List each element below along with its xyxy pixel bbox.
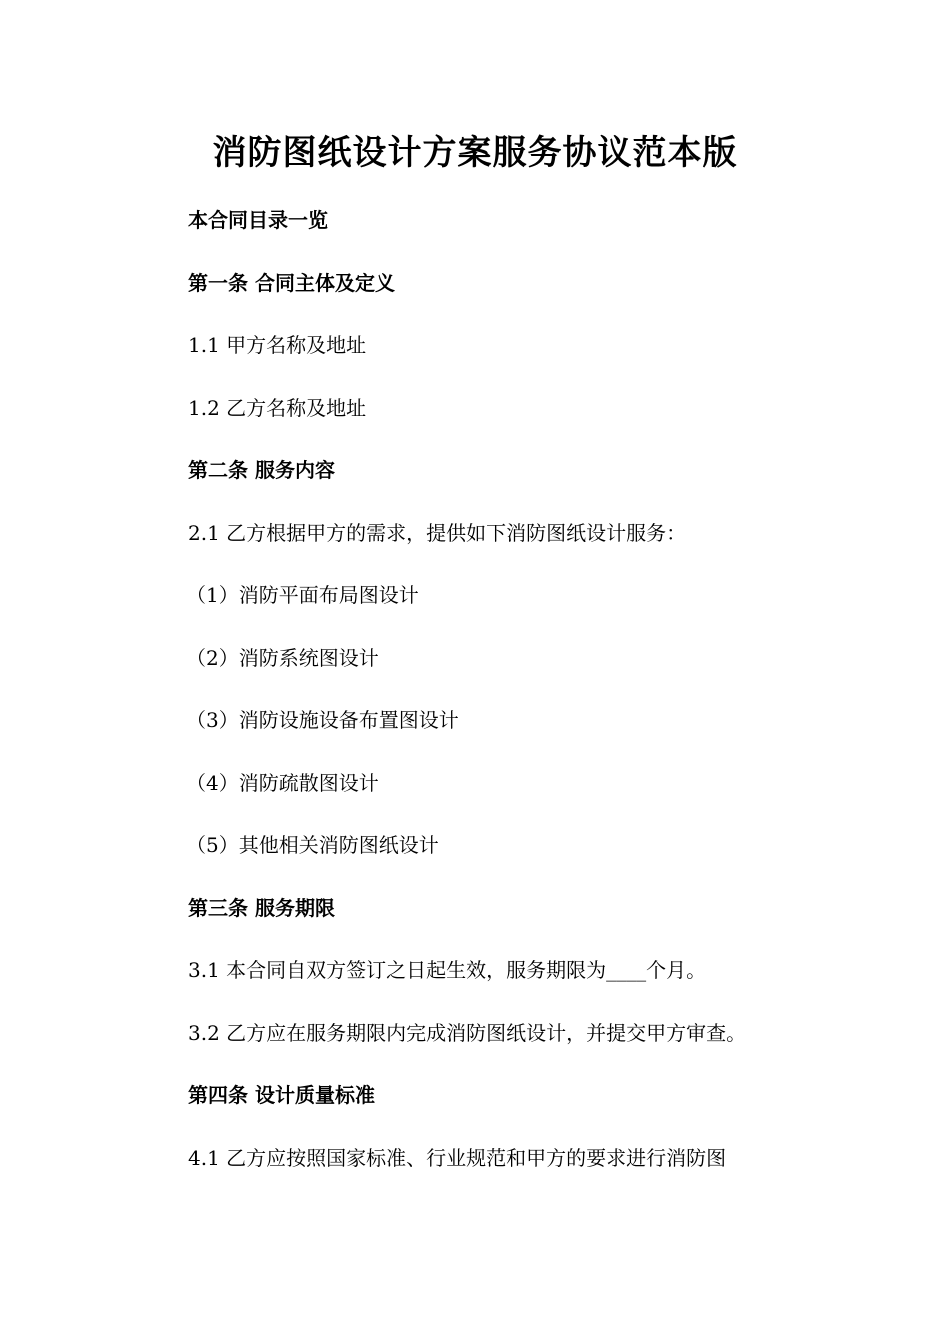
article-4-heading: 第四条 设计质量标准 <box>188 1083 375 1107</box>
clause-1-1: 1.1 甲方名称及地址 <box>188 333 367 357</box>
service-item-2: （2）消防系统图设计 <box>186 646 379 670</box>
article-3-heading: 第三条 服务期限 <box>188 896 335 920</box>
clause-3-1: 3.1 本合同自双方签订之日起生效，服务期限为____个月。 <box>188 958 707 982</box>
clause-3-2: 3.2 乙方应在服务期限内完成消防图纸设计，并提交甲方审查。 <box>188 1021 747 1045</box>
service-item-3: （3）消防设施设备布置图设计 <box>186 708 459 732</box>
service-item-1: （1）消防平面布局图设计 <box>186 583 419 607</box>
article-1-heading: 第一条 合同主体及定义 <box>188 271 395 295</box>
article-2-heading: 第二条 服务内容 <box>188 458 335 482</box>
toc-heading: 本合同目录一览 <box>188 208 328 232</box>
clause-4-1: 4.1 乙方应按照国家标准、行业规范和甲方的要求进行消防图 <box>188 1146 727 1170</box>
clause-2-1: 2.1 乙方根据甲方的需求，提供如下消防图纸设计服务： <box>188 521 687 545</box>
document-title: 消防图纸设计方案服务协议范本版 <box>212 133 738 173</box>
service-item-5: （5）其他相关消防图纸设计 <box>186 833 439 857</box>
service-item-4: （4）消防疏散图设计 <box>186 771 379 795</box>
clause-1-2: 1.2 乙方名称及地址 <box>188 396 367 420</box>
